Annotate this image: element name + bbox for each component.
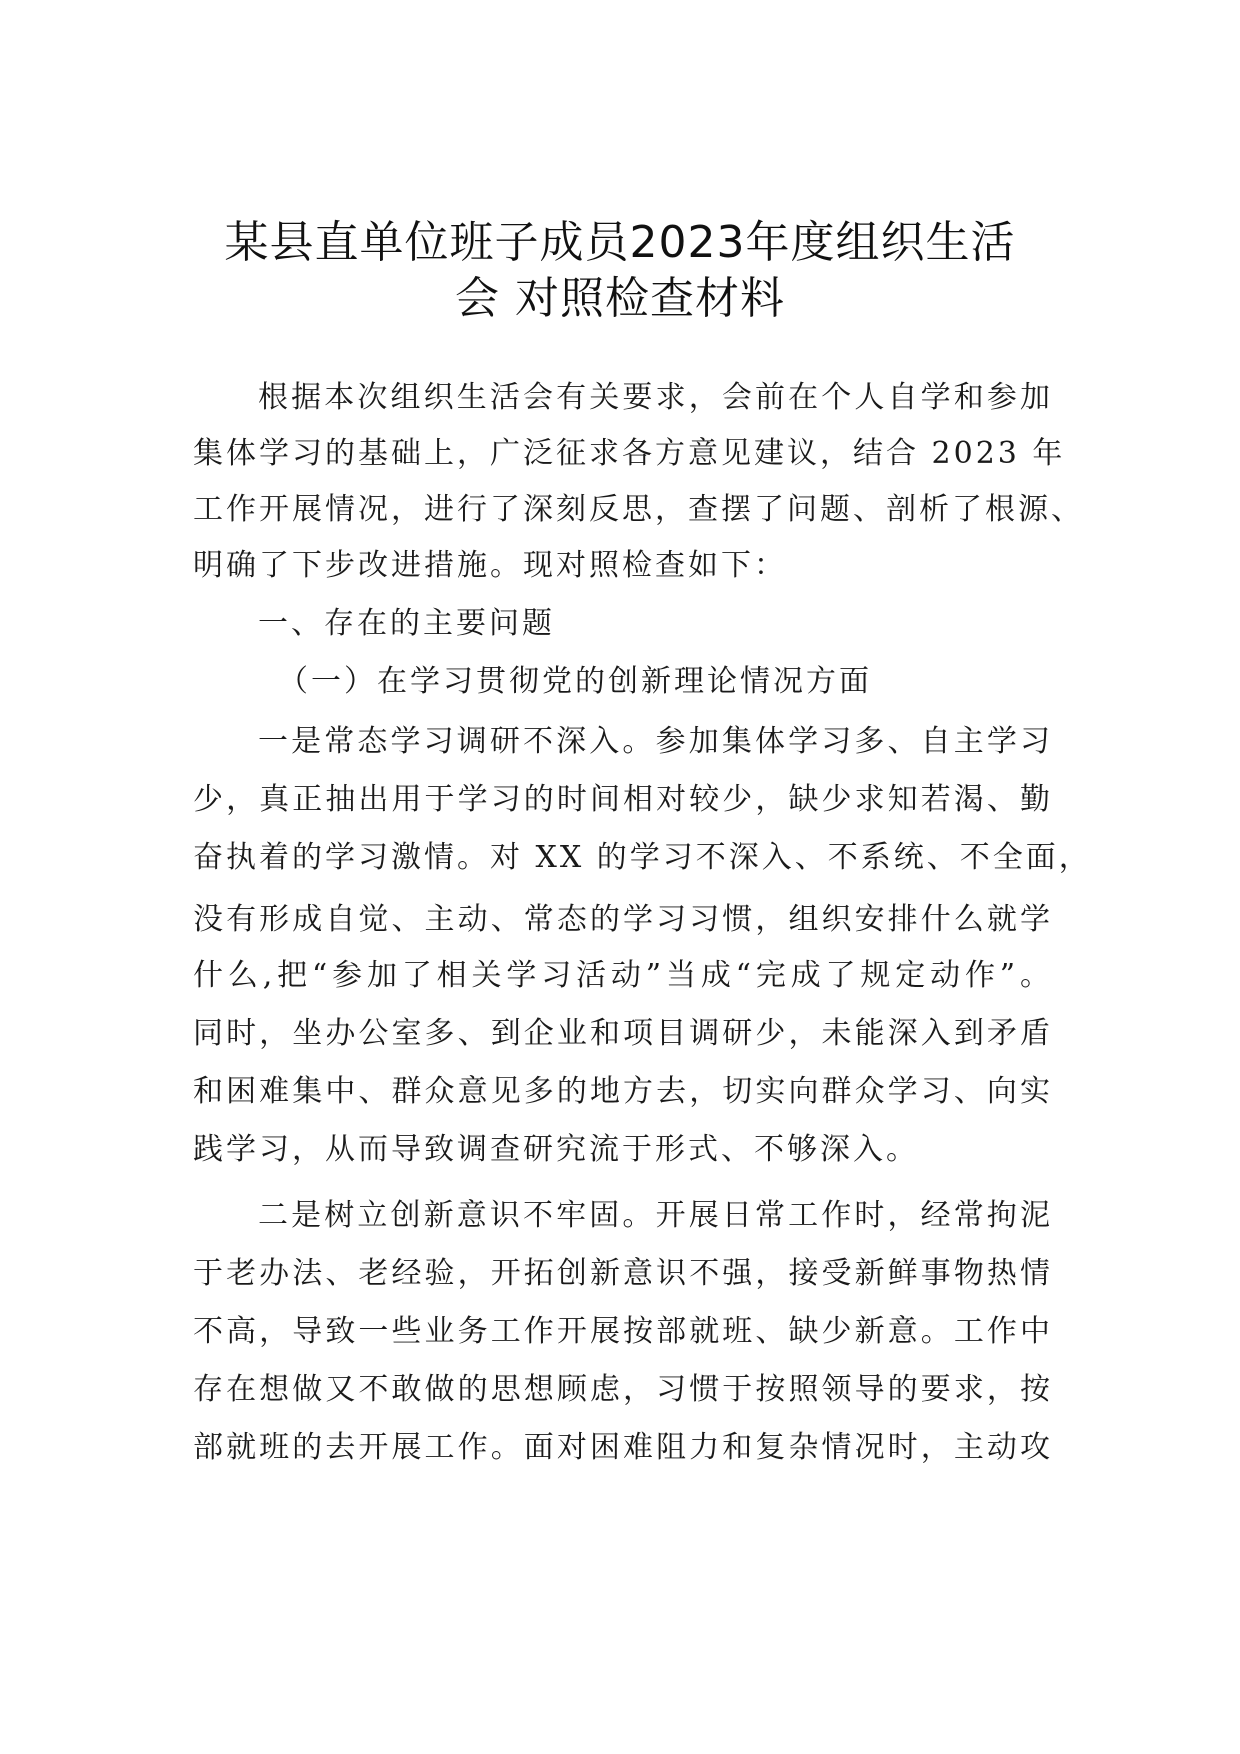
- paragraph-1-line: 践学习，从而导致调查研究流于形式、不够深入。: [193, 1132, 919, 1167]
- intro-line: 明确了下步改进措施。现对照检查如下：: [193, 548, 787, 583]
- paragraph-1-line: 没有形成自觉、主动、常态的学习习惯，组织安排什么就学: [193, 902, 1053, 937]
- paragraph-2-line: 二是树立创新意识不牢固。开展日常工作时，经常拘泥: [258, 1198, 1053, 1233]
- paragraph-2-line: 于老办法、老经验，开拓创新意识不强，接受新鲜事物热情: [193, 1256, 1053, 1291]
- intro-line: 集体学习的基础上，广泛征求各方意见建议，结合 2023 年: [193, 436, 1066, 471]
- paragraph-1-line: 和困难集中、群众意见多的地方去，切实向群众学习、向实: [193, 1074, 1053, 1109]
- intro-line: 根据本次组织生活会有关要求，会前在个人自学和参加: [258, 380, 1053, 415]
- paragraph-1-line: 少，真正抽出用于学习的时间相对较少，缺少求知若渴、勤: [193, 782, 1053, 817]
- section-heading: 一、存在的主要问题: [258, 606, 555, 641]
- paragraph-1-line: 同时，坐办公室多、到企业和项目调研少，未能深入到矛盾: [193, 1016, 1053, 1051]
- paragraph-1-line: 奋执着的学习激情。对 XX 的学习不深入、不系统、不全面，: [193, 840, 1092, 875]
- paragraph-2-line: 部就班的去开展工作。面对困难阻力和复杂情况时，主动攻: [193, 1430, 1053, 1465]
- document-title-line-1: 某县直单位班子成员2023年度组织生活: [224, 217, 1016, 268]
- intro-line: 工作开展情况，进行了深刻反思，查摆了问题、剖析了根源、: [193, 492, 1084, 527]
- subsection-heading: （一）在学习贯彻党的创新理论情况方面: [278, 664, 872, 699]
- document-title-line-2: 会 对照检查材料: [455, 273, 785, 324]
- paragraph-2-line: 不高，导致一些业务工作开展按部就班、缺少新意。工作中: [193, 1314, 1053, 1349]
- paragraph-1-line: 什么,把“参加了相关学习活动”当成“完成了规定动作”。: [193, 958, 1053, 993]
- paragraph-1-line: 一是常态学习调研不深入。参加集体学习多、自主学习: [258, 724, 1053, 759]
- paragraph-2-line: 存在想做又不敢做的思想顾虑，习惯于按照领导的要求，按: [193, 1372, 1053, 1407]
